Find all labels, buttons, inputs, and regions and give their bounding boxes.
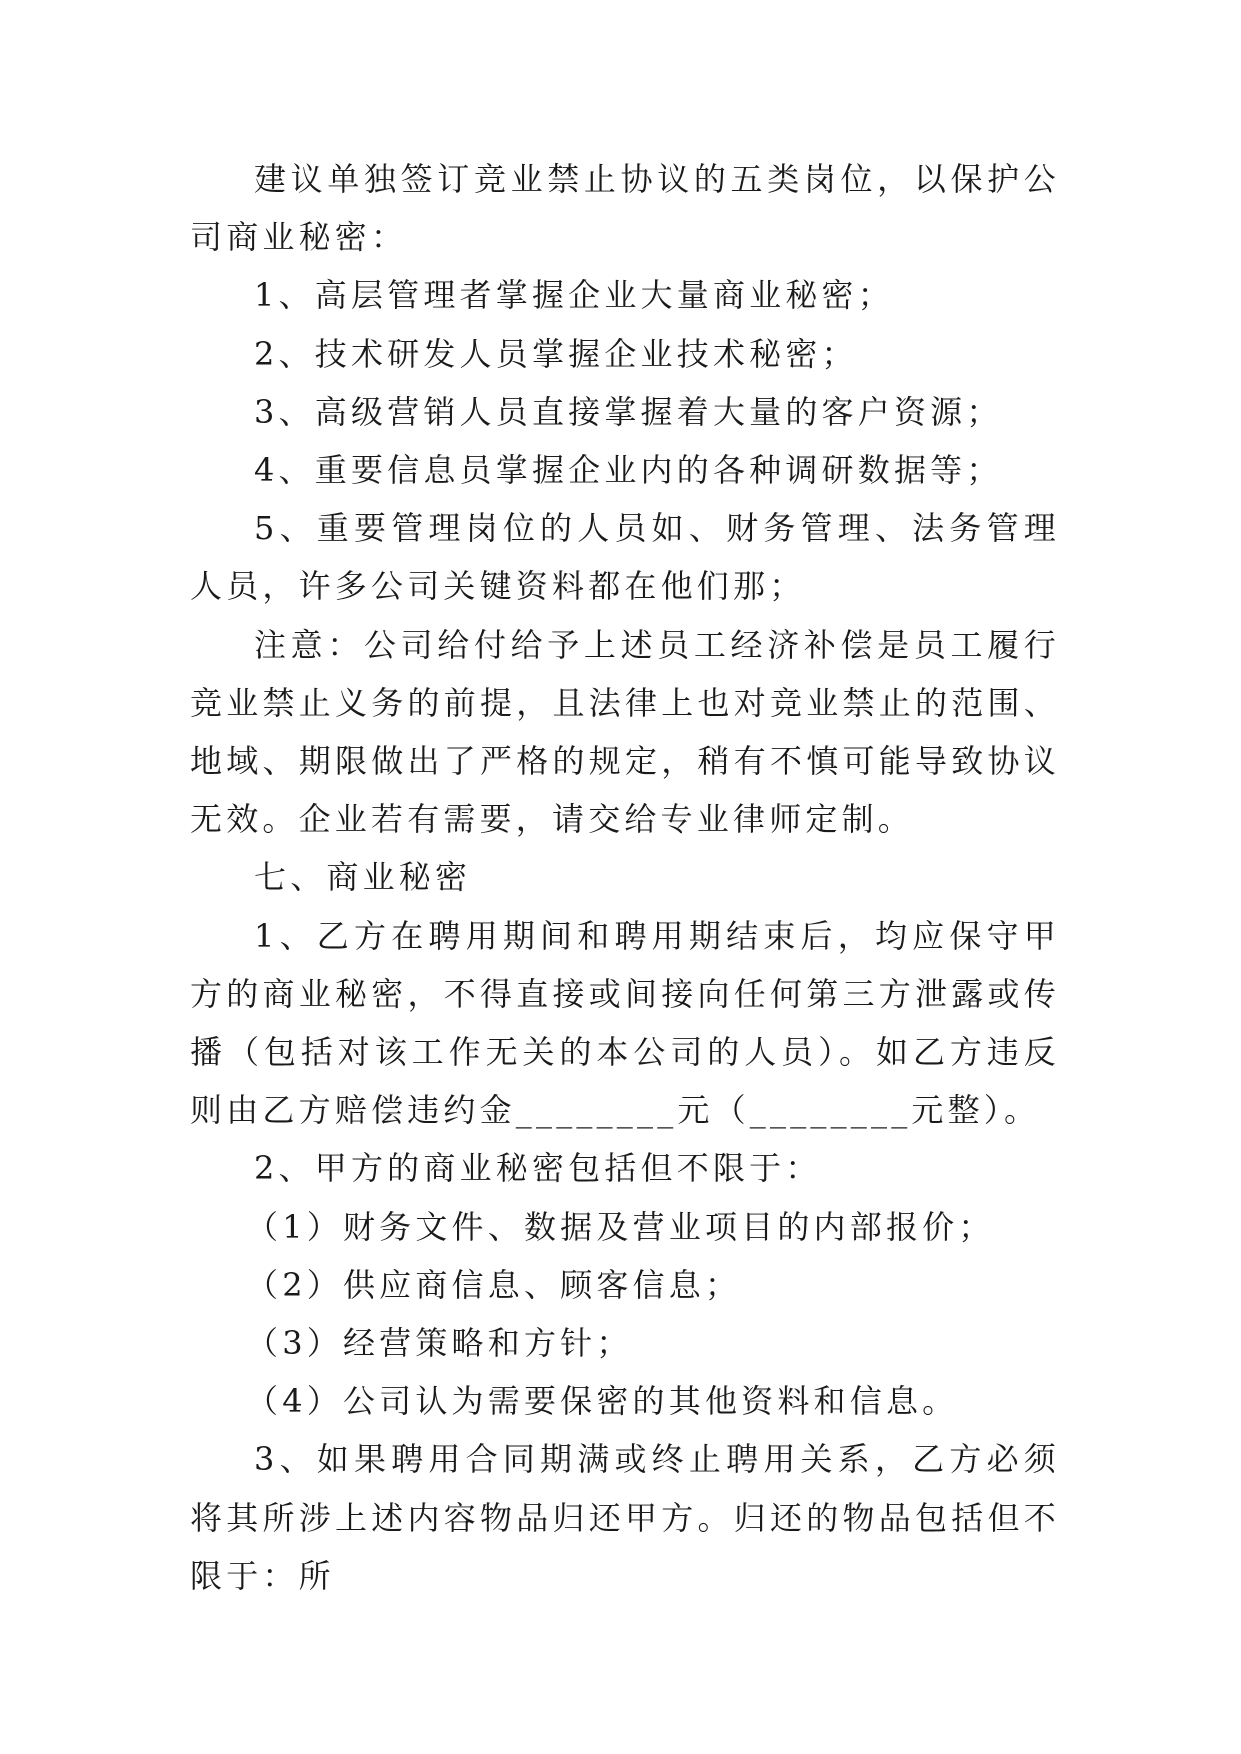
paragraph-intro: 建议单独签订竞业禁止协议的五类岗位，以保护公司商业秘密： xyxy=(190,160,1060,257)
sub-item-4: （4）公司认为需要保密的其他资料和信息。 xyxy=(246,1382,959,1421)
list-item-1: 1、高层管理者掌握企业大量商业秘密； xyxy=(254,276,894,315)
section-heading: 七、商业秘密 xyxy=(254,858,472,897)
list-item-3: 3、高级营销人员直接掌握着大量的客户资源； xyxy=(254,392,1003,431)
clause-3: 3、如果聘用合同期满或终止聘用关系，乙方必须将其所涉上述内容物品归还甲方。归还的物品包括但不限于：所 xyxy=(190,1440,1060,1595)
list-item-2: 2、技术研发人员掌握企业技术秘密； xyxy=(254,334,858,373)
sub-item-1: （1）财务文件、数据及营业项目的内部报价； xyxy=(246,1207,995,1246)
sub-item-3: （3）经营策略和方针； xyxy=(246,1324,633,1363)
list-item-5: 5、重要管理岗位的人员如、财务管理、法务管理人员，许多公司关键资料都在他们那； xyxy=(190,509,1060,606)
sub-item-2: （2）供应商信息、顾客信息； xyxy=(246,1265,742,1304)
list-item-4: 4、重要信息员掌握企业内的各种调研数据等； xyxy=(254,451,1003,490)
clause-1: 1、乙方在聘用期间和聘用期结束后，均应保守甲方的商业秘密，不得直接或间接向任何第三方泄露或传播（包括对该工作无关的本公司的人员）。如乙方违反则由乙方赔偿违约金________元（________元整）。 xyxy=(190,916,1060,1130)
note-paragraph: 注意：公司给付给予上述员工经济补偿是员工履行竞业禁止义务的前提，且法律上也对竞业禁止的范围、地域、期限做出了严格的规定，稍有不慎可能导致协议无效。企业若有需要，请交给专业律师定制。 xyxy=(190,625,1060,839)
document-body xyxy=(190,150,1060,1605)
clause-2: 2、甲方的商业秘密包括但不限于： xyxy=(254,1149,822,1188)
